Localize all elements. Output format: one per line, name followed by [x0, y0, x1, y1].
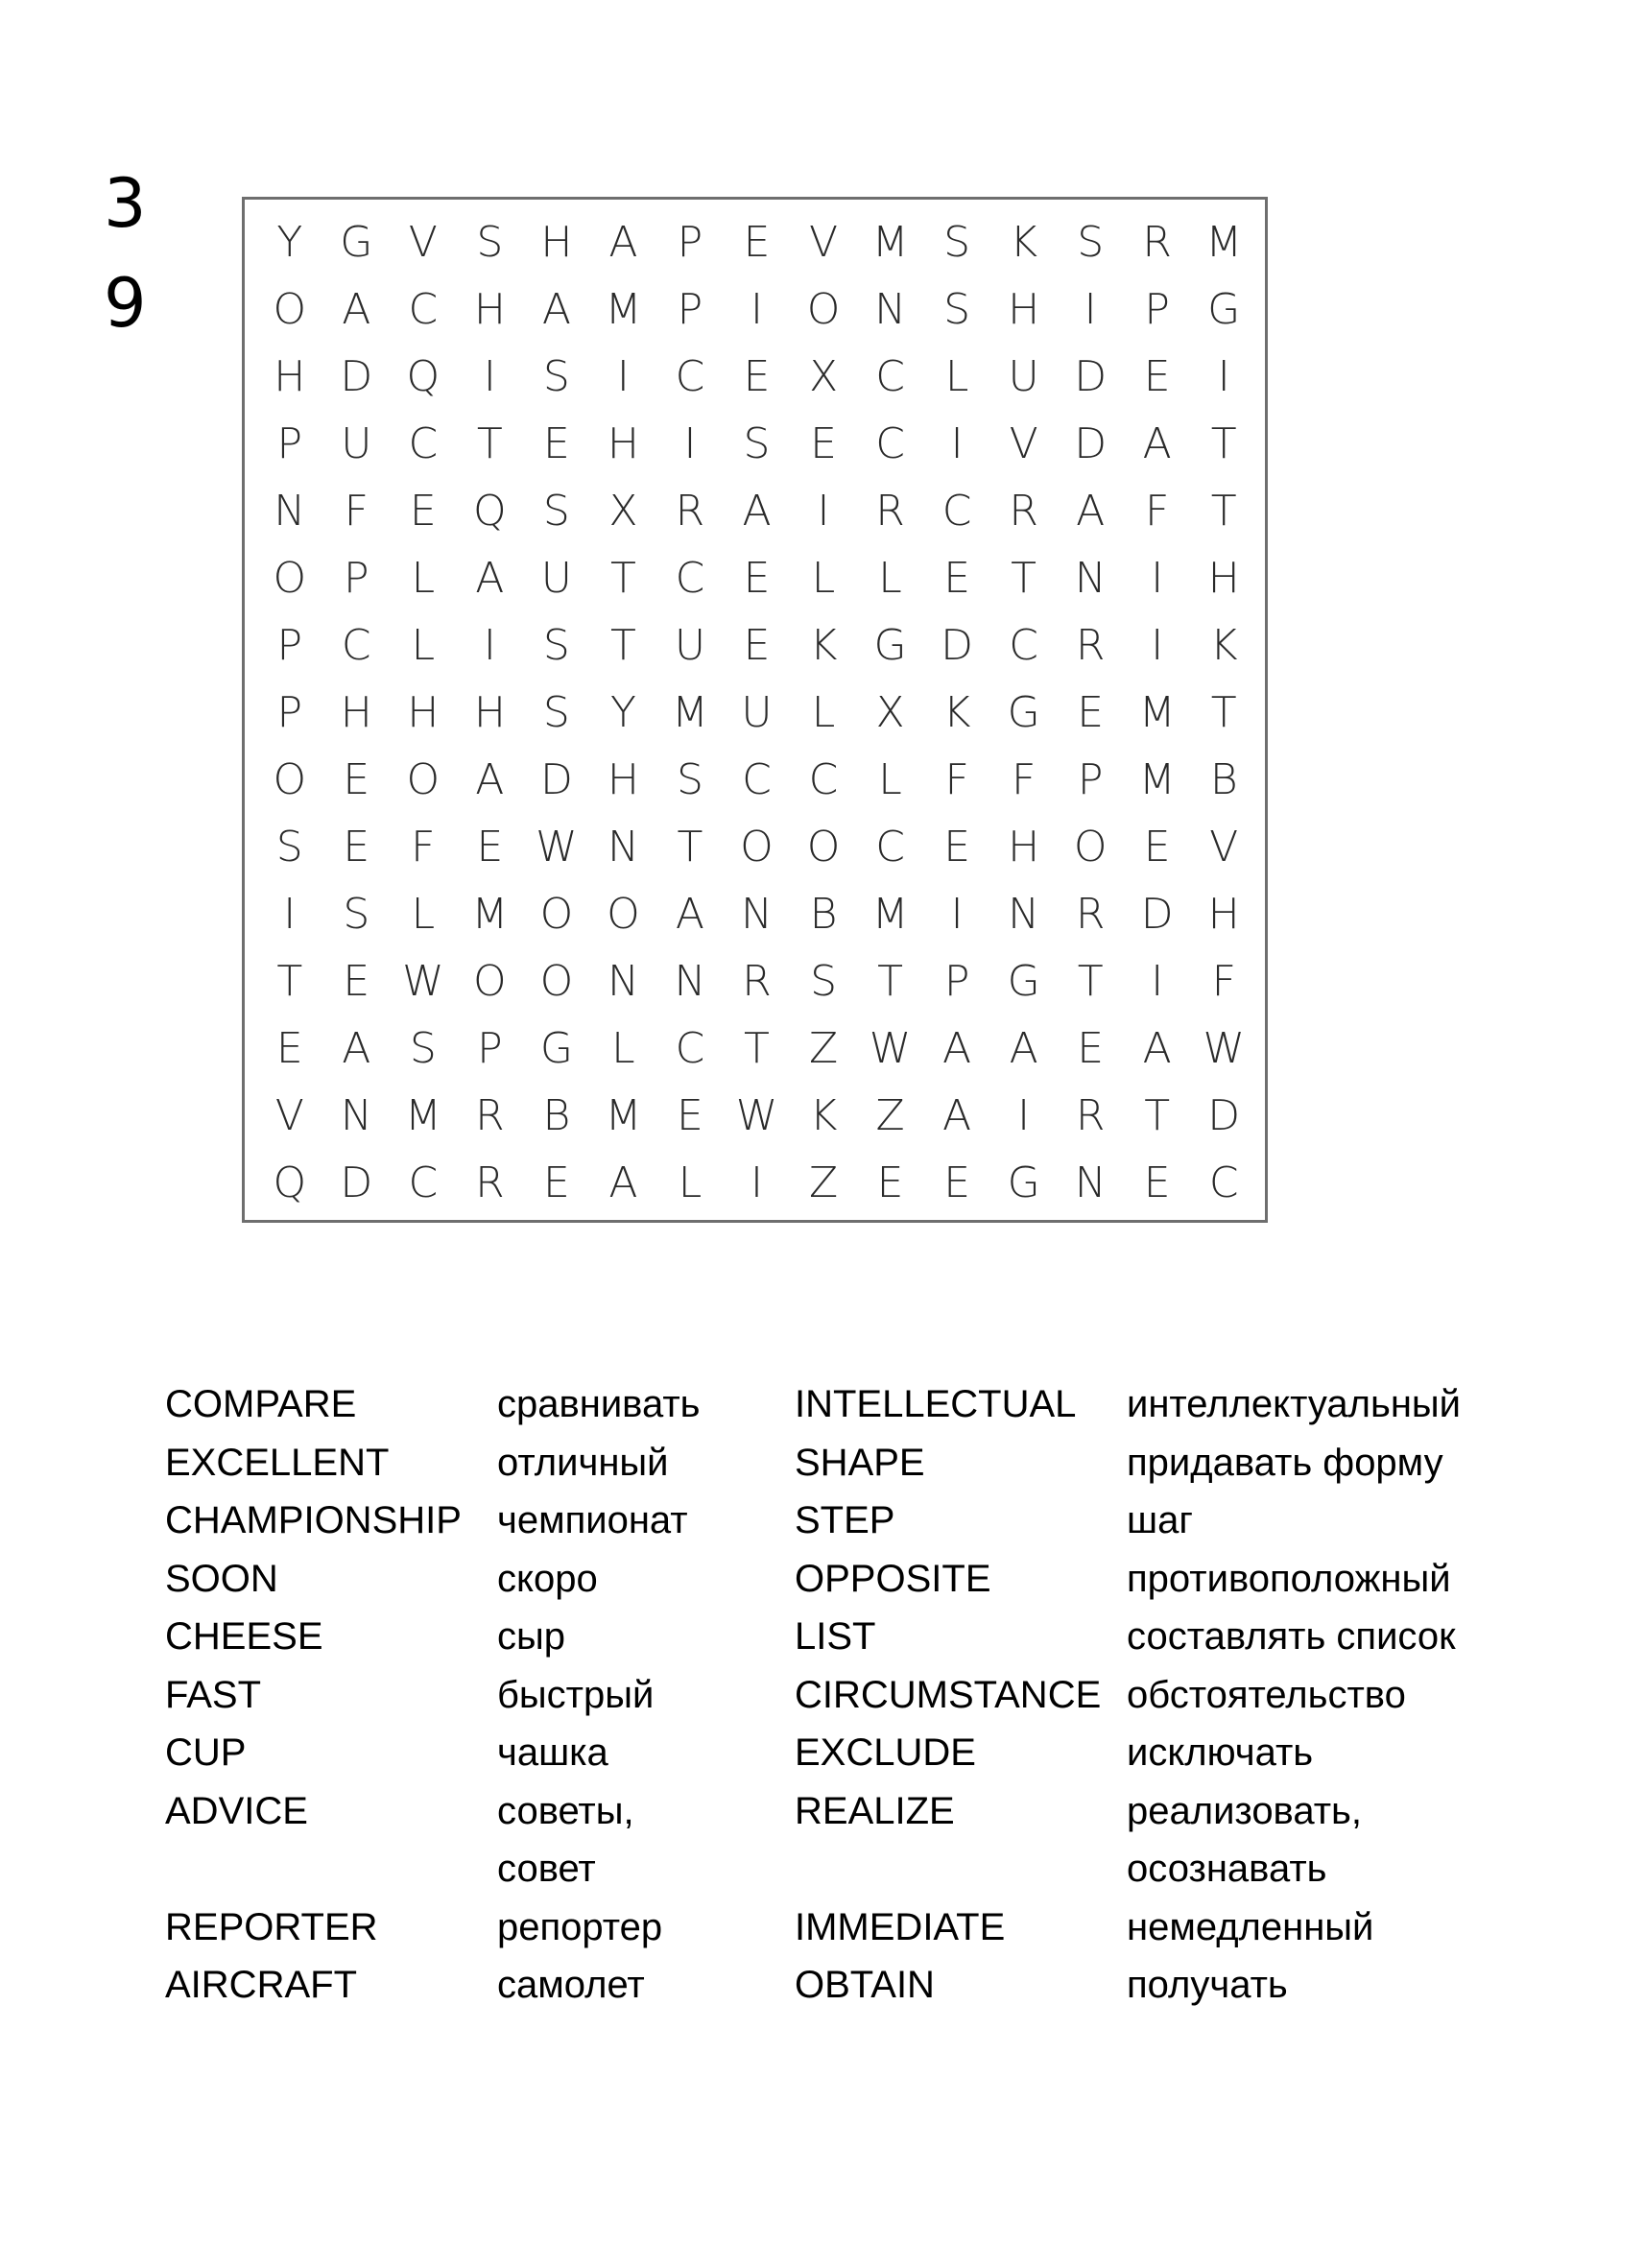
english-word: STEP: [795, 1499, 895, 1541]
grid-cell: L: [678, 1158, 703, 1207]
grid-cell: P: [677, 285, 703, 335]
grid-cell: S: [542, 621, 570, 671]
grid-cell: I: [283, 889, 297, 939]
grid-cell: H: [607, 419, 639, 469]
russian-translation: противоположный: [1127, 1557, 1451, 1600]
grid-cell: A: [475, 754, 505, 804]
grid-cell: F: [944, 754, 969, 804]
grid-cell: C: [742, 754, 772, 804]
grid-cell: N: [741, 889, 773, 939]
grid-cell: I: [483, 621, 496, 671]
grid-cell: V: [1009, 419, 1038, 469]
grid-cell: C: [675, 1023, 705, 1073]
grid-cell: H: [1008, 285, 1040, 335]
word-list-row: [165, 1608, 1528, 1666]
english-word: LIST: [795, 1615, 876, 1658]
grid-cell: M: [605, 1090, 642, 1140]
grid-cell: C: [1208, 1158, 1239, 1207]
grid-cell: P: [276, 419, 303, 469]
grid-cell: A: [608, 1158, 638, 1207]
grid-cell: U: [741, 687, 773, 737]
grid-cell: D: [539, 754, 573, 804]
grid-cell: A: [742, 487, 772, 537]
grid-cell: D: [1140, 889, 1174, 939]
grid-cell: E: [1077, 687, 1105, 737]
grid-cell: I: [1217, 352, 1230, 402]
grid-cell: E: [810, 419, 837, 469]
grid-cell: G: [340, 218, 373, 268]
grid-cell: L: [411, 889, 436, 939]
word-list-row: [165, 1550, 1528, 1609]
english-word: REALIZE: [795, 1789, 955, 1832]
word-list-row: [165, 1956, 1528, 2015]
grid-cell: Z: [875, 1090, 905, 1140]
english-word: IMMEDIATE: [795, 1905, 1006, 1948]
word-list-row: [165, 1898, 1528, 1957]
grid-cell: C: [875, 419, 905, 469]
english-word: CHEESE: [165, 1615, 323, 1658]
word-list: [165, 1375, 1528, 2015]
russian-translation: осознавать: [1127, 1848, 1327, 1890]
grid-cell: B: [1209, 754, 1238, 804]
grid-cell: I: [1084, 285, 1097, 335]
grid-cell: R: [1142, 218, 1172, 268]
grid-cell: C: [875, 822, 905, 871]
grid-cell: L: [878, 554, 902, 604]
grid-cell: T: [609, 554, 636, 604]
english-word: OBTAIN: [795, 1964, 935, 2006]
grid-cell: H: [340, 687, 372, 737]
grid-cell: E: [677, 1090, 703, 1140]
grid-cell: W: [1203, 1023, 1245, 1073]
grid-cell: C: [408, 419, 439, 469]
grid-cell: E: [1143, 1158, 1171, 1207]
grid-cell: A: [342, 1023, 371, 1073]
grid-cell: O: [740, 822, 774, 871]
grid-cell: H: [540, 218, 573, 268]
grid-cell: R: [1009, 487, 1038, 537]
grid-cell: E: [743, 621, 771, 671]
grid-cell: S: [676, 754, 703, 804]
grid-cell: K: [809, 1090, 838, 1140]
russian-translation: самолет: [497, 1964, 645, 2006]
grid-cell: M: [471, 889, 509, 939]
word-list-row: [165, 1724, 1528, 1782]
russian-translation: отличный: [497, 1441, 669, 1484]
grid-cell: M: [671, 687, 708, 737]
grid-cell: I: [1151, 621, 1164, 671]
english-word: CHAMPIONSHIP: [165, 1499, 462, 1541]
grid-cell: L: [944, 352, 969, 402]
grid-cell: E: [343, 956, 370, 1006]
grid-cell: G: [873, 621, 907, 671]
russian-translation: сравнивать: [497, 1383, 701, 1425]
grid-cell: M: [1138, 754, 1176, 804]
grid-cell: P: [276, 687, 303, 737]
grid-cell: G: [1007, 1158, 1040, 1207]
grid-cell: U: [341, 419, 372, 469]
grid-cell: I: [817, 487, 830, 537]
grid-cell: S: [943, 285, 971, 335]
grid-cell: H: [1207, 889, 1240, 939]
grid-cell: E: [743, 218, 771, 268]
grid-cell: P: [1144, 285, 1170, 335]
grid-cell: L: [411, 554, 436, 604]
grid-cell: P: [677, 218, 703, 268]
english-word: CUP: [165, 1731, 247, 1774]
grid-cell: V: [408, 218, 438, 268]
russian-translation: составлять список: [1127, 1615, 1456, 1658]
english-word: INTELLECTUAL: [795, 1383, 1077, 1425]
russian-translation: придавать форму: [1127, 1441, 1443, 1484]
english-word: [165, 1840, 497, 1898]
grid-cell: E: [1077, 1023, 1105, 1073]
grid-cell: E: [943, 554, 970, 604]
english-word: AIRCRAFT: [165, 1964, 357, 2006]
grid-cell: R: [1075, 889, 1106, 939]
english-word: [795, 1840, 1127, 1898]
grid-cell: E: [1143, 352, 1171, 402]
grid-cell: B: [809, 889, 838, 939]
grid-cell: E: [943, 1158, 970, 1207]
grid-cell: T: [1011, 554, 1037, 604]
grid-cell: S: [1077, 218, 1105, 268]
word-list-row: [165, 1666, 1528, 1725]
russian-translation: скоро: [497, 1557, 598, 1600]
grid-cell: H: [1008, 822, 1040, 871]
grid-cell: P: [344, 554, 369, 604]
grid-cell: R: [475, 1090, 505, 1140]
grid-cell: E: [943, 822, 970, 871]
word-list-row: [165, 1840, 1528, 1898]
russian-translation: репортер: [497, 1905, 663, 1948]
grid-cell: X: [875, 687, 905, 737]
grid-cell: I: [616, 352, 630, 402]
grid-cell: P: [276, 621, 303, 671]
english-word: EXCLUDE: [795, 1731, 976, 1774]
grid-cell: T: [1210, 687, 1237, 737]
grid-cell: T: [276, 956, 303, 1006]
russian-translation: сыр: [497, 1615, 565, 1658]
grid-cell: C: [675, 554, 705, 604]
english-word: FAST: [165, 1673, 262, 1716]
grid-cell: P: [943, 956, 970, 1006]
grid-cell: C: [941, 487, 972, 537]
grid-cell: S: [476, 218, 504, 268]
grid-cell: G: [1007, 687, 1040, 737]
grid-cell: T: [877, 956, 903, 1006]
grid-cell: R: [1075, 621, 1106, 671]
grid-cell: C: [875, 352, 905, 402]
grid-cell: A: [475, 554, 505, 604]
english-word: EXCELLENT: [165, 1441, 390, 1484]
grid-cell: X: [608, 487, 638, 537]
grid-cell: W: [869, 1023, 912, 1073]
grid-cell: O: [473, 956, 507, 1006]
grid-cell: L: [811, 554, 836, 604]
grid-cell: O: [273, 285, 307, 335]
grid-cell: U: [540, 554, 572, 604]
grid-cell: H: [473, 687, 506, 737]
grid-cell: H: [473, 285, 506, 335]
grid-cell: F: [411, 822, 436, 871]
grid-cell: I: [1017, 1090, 1031, 1140]
grid-cell: Q: [406, 352, 441, 402]
grid-cell: A: [541, 285, 571, 335]
grid-cell: M: [1138, 687, 1176, 737]
grid-cell: I: [1151, 554, 1164, 604]
grid-cell: N: [674, 956, 706, 1006]
grid-cell: T: [1144, 1090, 1171, 1140]
grid-cell: M: [871, 889, 909, 939]
russian-translation: совет: [497, 1848, 596, 1890]
grid-cell: R: [675, 487, 705, 537]
grid-cell: O: [607, 889, 640, 939]
grid-cell: E: [1143, 822, 1171, 871]
word-list-row: [165, 1782, 1528, 1841]
grid-cell: A: [608, 218, 638, 268]
grid-cell: H: [607, 754, 639, 804]
grid-cell: T: [677, 822, 703, 871]
grid-cell: K: [1010, 218, 1038, 268]
grid-cell: A: [675, 889, 704, 939]
grid-cell: I: [483, 352, 496, 402]
grid-cell: O: [806, 822, 841, 871]
grid-cell: D: [1074, 419, 1108, 469]
russian-translation: шаг: [1127, 1499, 1193, 1541]
grid-cell: R: [875, 487, 905, 537]
grid-cell: V: [274, 1090, 304, 1140]
grid-cell: R: [1075, 1090, 1106, 1140]
grid-cell: A: [1009, 1023, 1038, 1073]
grid-cell: D: [340, 1158, 373, 1207]
grid-cell: S: [542, 352, 570, 402]
grid-cell: O: [539, 956, 574, 1006]
english-word: ADVICE: [165, 1789, 308, 1832]
word-list-row: [165, 1492, 1528, 1550]
page-number: [104, 154, 161, 353]
grid-cell: N: [1074, 554, 1107, 604]
grid-cell: T: [1210, 419, 1237, 469]
grid-cell: E: [275, 1023, 303, 1073]
grid-cell: A: [942, 1023, 972, 1073]
english-word: COMPARE: [165, 1383, 357, 1425]
grid-cell: P: [1077, 754, 1104, 804]
grid-cell: L: [878, 754, 902, 804]
grid-cell: E: [743, 554, 771, 604]
grid-cell: V: [808, 218, 839, 268]
grid-cell: E: [542, 419, 570, 469]
grid-cell: N: [1074, 1158, 1107, 1207]
grid-cell: L: [411, 621, 436, 671]
grid-cell: Q: [473, 487, 507, 537]
grid-cell: N: [607, 956, 639, 1006]
grid-cell: Y: [276, 218, 303, 268]
russian-translation: немедленный: [1127, 1905, 1374, 1948]
grid-cell: N: [607, 822, 639, 871]
grid-cell: U: [674, 621, 706, 671]
russian-translation: реализовать,: [1127, 1789, 1362, 1832]
grid-cell: L: [811, 687, 836, 737]
grid-cell: E: [343, 754, 370, 804]
grid-cell: E: [743, 352, 771, 402]
russian-translation: чашка: [497, 1731, 608, 1774]
grid-cell: X: [808, 352, 839, 402]
grid-cell: T: [609, 621, 636, 671]
page-number-digit: 9: [104, 264, 147, 343]
grid-cell: P: [477, 1023, 503, 1073]
grid-cell: E: [542, 1158, 570, 1207]
english-word: SHAPE: [795, 1441, 925, 1484]
grid-cell: C: [675, 352, 705, 402]
grid-cell: D: [941, 621, 974, 671]
grid-cell: K: [942, 687, 971, 737]
grid-cell: H: [407, 687, 440, 737]
english-word: OPPOSITE: [795, 1557, 991, 1600]
grid-cell: O: [539, 889, 574, 939]
grid-cell: G: [539, 1023, 573, 1073]
grid-cell: I: [683, 419, 697, 469]
grid-cell: I: [950, 419, 964, 469]
grid-cell: T: [744, 1023, 770, 1073]
grid-cell: Z: [808, 1158, 839, 1207]
russian-translation: чемпионат: [497, 1499, 688, 1541]
grid-cell: O: [806, 285, 841, 335]
grid-cell: C: [808, 754, 839, 804]
grid-cell: O: [273, 754, 307, 804]
russian-translation: исключать: [1127, 1731, 1314, 1774]
grid-cell: T: [1077, 956, 1104, 1006]
grid-cell: M: [404, 1090, 441, 1140]
word-search-grid: [242, 197, 1268, 1223]
russian-translation: быстрый: [497, 1673, 655, 1716]
grid-cell: N: [340, 1090, 372, 1140]
russian-translation: получать: [1127, 1964, 1288, 2006]
grid-cell: S: [409, 1023, 437, 1073]
grid-cell: S: [343, 889, 370, 939]
grid-cell: G: [1007, 956, 1040, 1006]
grid-cell: Q: [273, 1158, 307, 1207]
grid-cell: Y: [609, 687, 636, 737]
english-word: CIRCUMSTANCE: [795, 1673, 1102, 1716]
grid-cell: O: [273, 554, 307, 604]
page-number-digit: 3: [104, 164, 147, 243]
grid-cell: C: [1009, 621, 1038, 671]
grid-cell: O: [1073, 822, 1108, 871]
grid-cell: R: [475, 1158, 505, 1207]
grid-cell: H: [274, 352, 306, 402]
grid-cell: A: [1076, 487, 1106, 537]
grid-cell: N: [874, 285, 907, 335]
grid-cell: W: [402, 956, 444, 1006]
grid-cell: A: [1142, 1023, 1172, 1073]
grid-cell: F: [344, 487, 369, 537]
grid-cell: T: [476, 419, 503, 469]
grid-cell: M: [605, 285, 642, 335]
grid-cell: H: [1207, 554, 1240, 604]
english-word: REPORTER: [165, 1905, 378, 1948]
grid-cell: I: [1151, 956, 1164, 1006]
grid-cell: C: [408, 1158, 439, 1207]
grid-cell: N: [274, 487, 306, 537]
russian-translation: советы,: [497, 1789, 634, 1832]
grid-cell: S: [743, 419, 771, 469]
grid-cell: A: [1142, 419, 1172, 469]
grid-cell: D: [1207, 1090, 1241, 1140]
grid-cell: M: [1205, 218, 1243, 268]
grid-cell: S: [943, 218, 971, 268]
grid-cell: Z: [808, 1023, 839, 1073]
grid-cell: T: [1210, 487, 1237, 537]
grid-cell: O: [406, 754, 441, 804]
grid-cell: E: [476, 822, 504, 871]
grid-cell: S: [275, 822, 303, 871]
grid-cell: E: [409, 487, 437, 537]
grid-cell: F: [1145, 487, 1170, 537]
grid-cell: K: [1209, 621, 1238, 671]
grid-cell: V: [1209, 822, 1239, 871]
grid-cell: U: [1008, 352, 1039, 402]
grid-cell: F: [1011, 754, 1036, 804]
word-list-row: [165, 1434, 1528, 1492]
grid-cell: W: [536, 822, 578, 871]
grid-cell: I: [751, 1158, 763, 1207]
grid-cell: G: [1207, 285, 1241, 335]
grid-cell: K: [809, 621, 838, 671]
grid-cell: W: [735, 1090, 778, 1140]
grid-cell: A: [942, 1090, 972, 1140]
grid-cell: C: [341, 621, 371, 671]
grid-cell: S: [810, 956, 837, 1006]
grid-cell: R: [742, 956, 772, 1006]
grid-cell: N: [1008, 889, 1040, 939]
grid-cell: I: [751, 285, 763, 335]
grid-cell: I: [950, 889, 964, 939]
grid-cell: L: [611, 1023, 635, 1073]
grid-cell: E: [343, 822, 370, 871]
grid-cell: F: [1211, 956, 1236, 1006]
russian-translation: интеллектуальный: [1127, 1383, 1462, 1425]
grid-cell: D: [1074, 352, 1108, 402]
grid-cell: D: [340, 352, 373, 402]
grid-cell: E: [876, 1158, 904, 1207]
grid-cell: S: [542, 687, 570, 737]
grid-cell: A: [342, 285, 371, 335]
grid-cell: C: [408, 285, 439, 335]
grid-cell: S: [542, 487, 570, 537]
word-list-row: [165, 1375, 1528, 1434]
russian-translation: обстоятельство: [1127, 1673, 1406, 1716]
english-word: SOON: [165, 1557, 278, 1600]
grid-cell: B: [542, 1090, 571, 1140]
grid-cell: M: [871, 218, 909, 268]
